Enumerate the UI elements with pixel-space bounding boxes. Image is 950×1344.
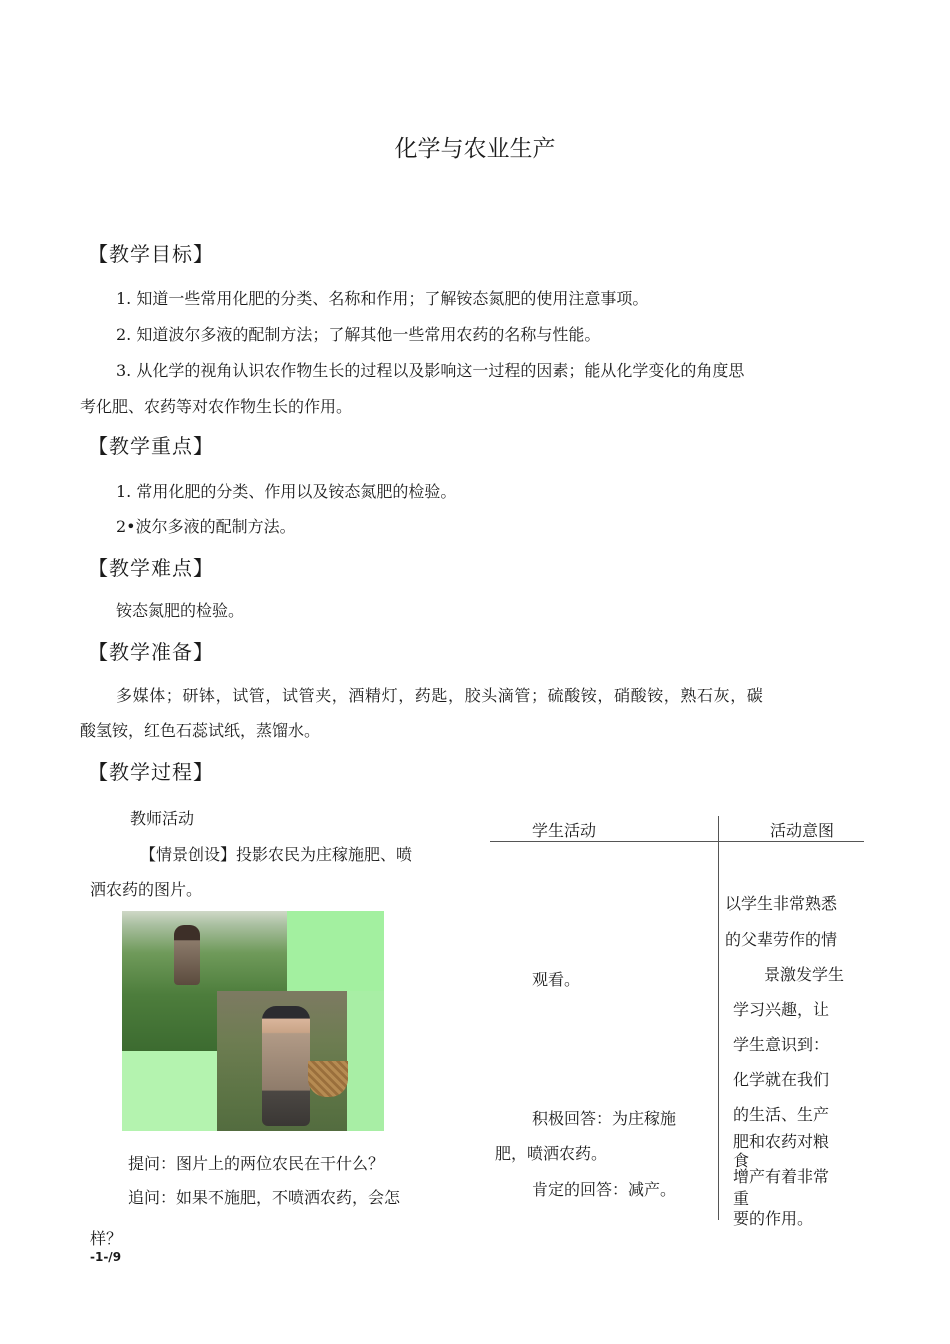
intent-line: 肥和农药对粮 bbox=[733, 1132, 830, 1151]
farmers-photo bbox=[122, 911, 384, 1131]
intent-line: 景激发学生 bbox=[764, 965, 845, 984]
objective-item: 3. 从化学的视角认识农作物生长的过程以及影响这一过程的因素；能从化学变化的角度思 bbox=[116, 361, 745, 380]
objective-item: 2. 知道波尔多液的配制方法；了解其他一些常用农药的名称与性能。 bbox=[116, 325, 601, 344]
preparation-item: 多媒体；研钵，试管，试管夹，酒精灯，药匙，胶头滴管；硫酸铵，硝酸铵，熟石灰，碳 bbox=[116, 686, 764, 705]
intent-line: 要的作用。 bbox=[733, 1209, 814, 1228]
student-answer-cont: 肥，喷洒农药。 bbox=[495, 1144, 608, 1163]
page-title: 化学与农业生产 bbox=[394, 136, 556, 162]
followup-text-tail: 样？ bbox=[90, 1229, 123, 1248]
process-heading: 【教学过程】 bbox=[88, 760, 214, 784]
farmer-spraying bbox=[174, 925, 200, 985]
preparation-heading: 【教学准备】 bbox=[88, 640, 214, 664]
intent-line: 的生活、生产 bbox=[733, 1105, 830, 1124]
question-text: 提问：图片上的两位农民在干什么？ bbox=[128, 1154, 385, 1173]
intent-line: 学生意识到： bbox=[733, 1035, 830, 1054]
key-points-heading: 【教学重点】 bbox=[88, 434, 214, 458]
difficulty-item: 铵态氮肥的检验。 bbox=[116, 601, 245, 620]
objectives-heading: 【教学目标】 bbox=[88, 242, 214, 266]
preparation-item: 酸氢铵，红色石蕊试纸，蒸馏水。 bbox=[80, 721, 321, 740]
page-number: -1-/9 bbox=[90, 1250, 122, 1264]
header-teacher-activity: 教师活动 bbox=[130, 809, 195, 828]
key-point-item: 2•波尔多液的配制方法。 bbox=[116, 517, 296, 536]
followup-text: 追问：如果不施肥，不喷洒农药，会怎 bbox=[128, 1188, 401, 1207]
table-header-divider bbox=[490, 841, 864, 842]
intent-line: 以学生非常熟悉 bbox=[725, 894, 838, 913]
objective-item: 1. 知道一些常用化肥的分类、名称和作用；了解铵态氮肥的使用注意事项。 bbox=[116, 289, 649, 308]
intent-line: 化学就在我们 bbox=[733, 1070, 830, 1089]
intent-line: 的父辈劳作的情 bbox=[725, 930, 838, 949]
intent-line-cut: 食 bbox=[733, 1151, 750, 1170]
intent-line: 学习兴趣，让 bbox=[733, 1000, 830, 1019]
table-column-divider bbox=[718, 816, 719, 1220]
scenario-text: 【情景创设】投影农民为庄稼施肥、喷 bbox=[140, 845, 413, 864]
header-activity-intent: 活动意图 bbox=[770, 821, 835, 840]
objective-item: 考化肥、农药等对农作物生长的作用。 bbox=[80, 397, 353, 416]
student-watch: 观看。 bbox=[532, 970, 581, 989]
farmer-fertilizing bbox=[262, 1006, 310, 1126]
intent-line-cut: 重 bbox=[733, 1189, 750, 1208]
scenario-text-cont: 洒农药的图片。 bbox=[90, 880, 203, 899]
student-affirm: 肯定的回答：减产。 bbox=[532, 1180, 677, 1199]
header-student-activity: 学生活动 bbox=[532, 821, 597, 840]
fertilizer-basket bbox=[308, 1061, 348, 1097]
difficulties-heading: 【教学难点】 bbox=[88, 556, 214, 580]
student-answer: 积极回答：为庄稼施 bbox=[532, 1109, 677, 1128]
key-point-item: 1. 常用化肥的分类、作用以及铵态氮肥的检验。 bbox=[116, 482, 457, 501]
intent-line: 增产有着非常 bbox=[733, 1167, 830, 1186]
